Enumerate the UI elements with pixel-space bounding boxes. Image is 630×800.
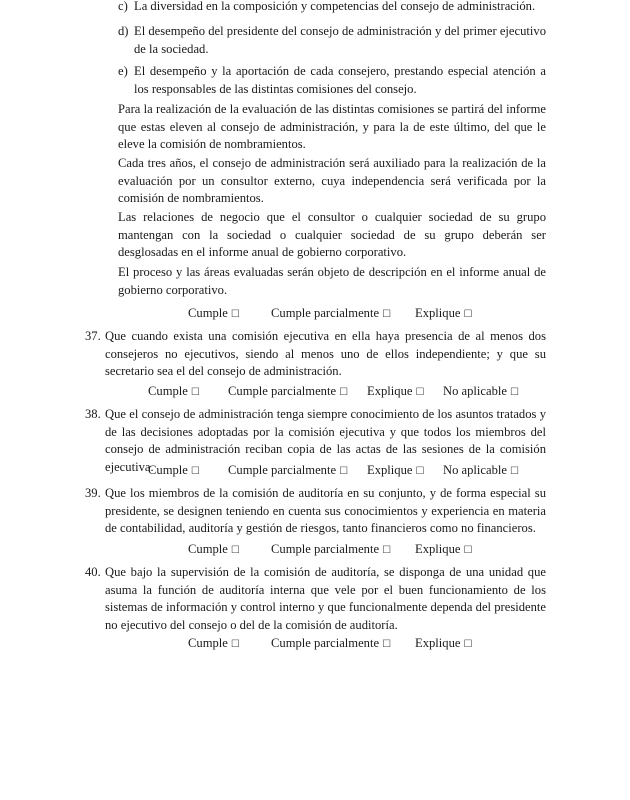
sub-item-text: El desempeño y la aportación de cada consejero, prestando especial atención a los responsables de las distintas comisiones del consejo. (134, 64, 546, 96)
checkbox-icon[interactable]: ☐ (510, 466, 519, 477)
option-no-aplicable[interactable] (443, 383, 519, 401)
recommendation-text: Que los miembros de la comisión de auditoría en su conjunto, y de forma especial su presidente, se designen teniendo en cuenta sus conocimientos y experiencia en materia de contabilidad, auditoría y gestión de riesgos, tanto financieros como no financieros. (105, 486, 546, 536)
option-cumple[interactable] (148, 383, 200, 401)
option-label: No aplicable (443, 384, 507, 398)
sub-item-letter: d) (118, 24, 129, 38)
checkbox-icon[interactable]: ☐ (230, 545, 240, 556)
option-cumple-parcialmente[interactable] (228, 383, 348, 401)
recommendation-number: 39. (85, 486, 101, 500)
sub-item-c (118, 0, 546, 16)
compliance-options (0, 541, 630, 557)
option-label: Cumple (188, 542, 228, 556)
checkbox-icon[interactable]: ☐ (382, 545, 392, 556)
recommendation-40 (85, 564, 546, 634)
option-cumple-parcialmente[interactable] (228, 462, 348, 480)
option-no-aplicable[interactable] (443, 462, 519, 480)
option-explique[interactable] (367, 383, 424, 401)
option-label: Explique (415, 306, 461, 320)
checkbox-icon[interactable]: ☐ (190, 466, 200, 477)
sub-item-letter: c) (118, 0, 128, 13)
compliance-options (0, 305, 630, 321)
recommendation-number: 37. (85, 329, 101, 343)
option-label: Explique (415, 636, 461, 650)
compliance-options (0, 462, 630, 478)
option-label: Cumple parcialmente (228, 384, 337, 398)
checkbox-icon[interactable]: ☐ (510, 387, 519, 398)
body-paragraph: Las relaciones de negocio que el consultor o cualquier sociedad de su grupo mantengan con la sociedad o cualquier sociedad de su grupo deberán ser desglosadas en el informe anual de gobierno corporativo. (118, 210, 546, 260)
option-explique[interactable] (415, 541, 472, 559)
option-cumple[interactable] (188, 635, 240, 653)
recommendation-number: 38. (85, 407, 101, 421)
option-label: Cumple (188, 306, 228, 320)
checkbox-icon[interactable]: ☐ (190, 387, 200, 398)
body-paragraph: Cada tres años, el consejo de administración será auxiliado para la realización de la evaluación por un consultor externo, cuya independencia será verificada por la comisión de nombramientos. (118, 156, 546, 206)
checkbox-icon[interactable]: ☐ (339, 466, 349, 477)
checkbox-icon[interactable]: ☐ (463, 309, 473, 320)
option-label: Cumple parcialmente (228, 463, 337, 477)
option-label: Cumple parcialmente (271, 306, 380, 320)
option-cumple[interactable] (148, 462, 200, 480)
option-label: No aplicable (443, 463, 507, 477)
body-paragraph: El proceso y las áreas evaluadas serán objeto de descripción en el informe anual de gobierno corporativo. (118, 265, 546, 297)
option-label: Explique (415, 542, 461, 556)
recommendation-text: Que cuando exista una comisión ejecutiva en ella haya presencia de al menos dos consejeros no ejecutivos, siendo al menos uno de ellos independiente; y que su secretario sea el del consejo de administración. (105, 329, 546, 379)
checkbox-icon[interactable]: ☐ (230, 309, 240, 320)
checkbox-icon[interactable]: ☐ (230, 639, 240, 650)
sub-item-text: La diversidad en la composición y competencias del consejo de administración. (134, 0, 536, 13)
body-paragraph: Para la realización de la evaluación de las distintas comisiones se partirá del informe que estas eleven al consejo de administración, y para la de este último, del que le eleve la comisión de nombramientos. (118, 102, 546, 152)
option-label: Cumple (148, 384, 188, 398)
option-cumple[interactable] (188, 305, 240, 323)
checkbox-icon[interactable]: ☐ (463, 545, 473, 556)
recommendation-39 (85, 485, 546, 538)
sub-item-e (118, 63, 546, 98)
option-cumple-parcialmente[interactable] (271, 305, 391, 323)
compliance-options (0, 383, 630, 399)
option-cumple-parcialmente[interactable] (271, 541, 391, 559)
sub-item-d (118, 23, 546, 58)
option-label: Cumple (188, 636, 228, 650)
checkbox-icon[interactable]: ☐ (463, 639, 473, 650)
option-label: Explique (367, 384, 413, 398)
option-label: Cumple parcialmente (271, 542, 380, 556)
checkbox-icon[interactable]: ☐ (382, 309, 392, 320)
compliance-options (0, 635, 630, 651)
sub-item-letter: e) (118, 64, 128, 78)
option-explique[interactable] (415, 635, 472, 653)
recommendation-37 (85, 328, 546, 381)
recommendation-text: Que el consejo de administración tenga siempre conocimiento de los asuntos tratados y de las decisiones adoptadas por la comisión ejecutiva y que todos los miembros del consejo de administración reciban copia de las actas de las sesiones de la comisión ejecutiva. (105, 407, 546, 474)
recommendation-text: Que bajo la supervisión de la comisión de auditoría, se disponga de una unidad que asuma la función de auditoría interna que vele por el buen funcionamiento de los sistemas de información y control interno y que funcionalmente dependa del presidente no ejecutivo del consejo o del de la comisión de auditoría. (105, 565, 546, 632)
option-label: Cumple parcialmente (271, 636, 380, 650)
recommendation-number: 40. (85, 565, 101, 579)
option-explique[interactable] (367, 462, 424, 480)
option-cumple[interactable] (188, 541, 240, 559)
option-label: Cumple (148, 463, 188, 477)
sub-item-text: El desempeño del presidente del consejo de administración y del primer ejecutivo de la sociedad. (134, 24, 546, 56)
checkbox-icon[interactable]: ☐ (382, 639, 392, 650)
checkbox-icon[interactable]: ☐ (339, 387, 349, 398)
checkbox-icon[interactable]: ☐ (415, 387, 425, 398)
option-explique[interactable] (415, 305, 472, 323)
checkbox-icon[interactable]: ☐ (415, 466, 425, 477)
option-label: Explique (367, 463, 413, 477)
option-cumple-parcialmente[interactable] (271, 635, 391, 653)
